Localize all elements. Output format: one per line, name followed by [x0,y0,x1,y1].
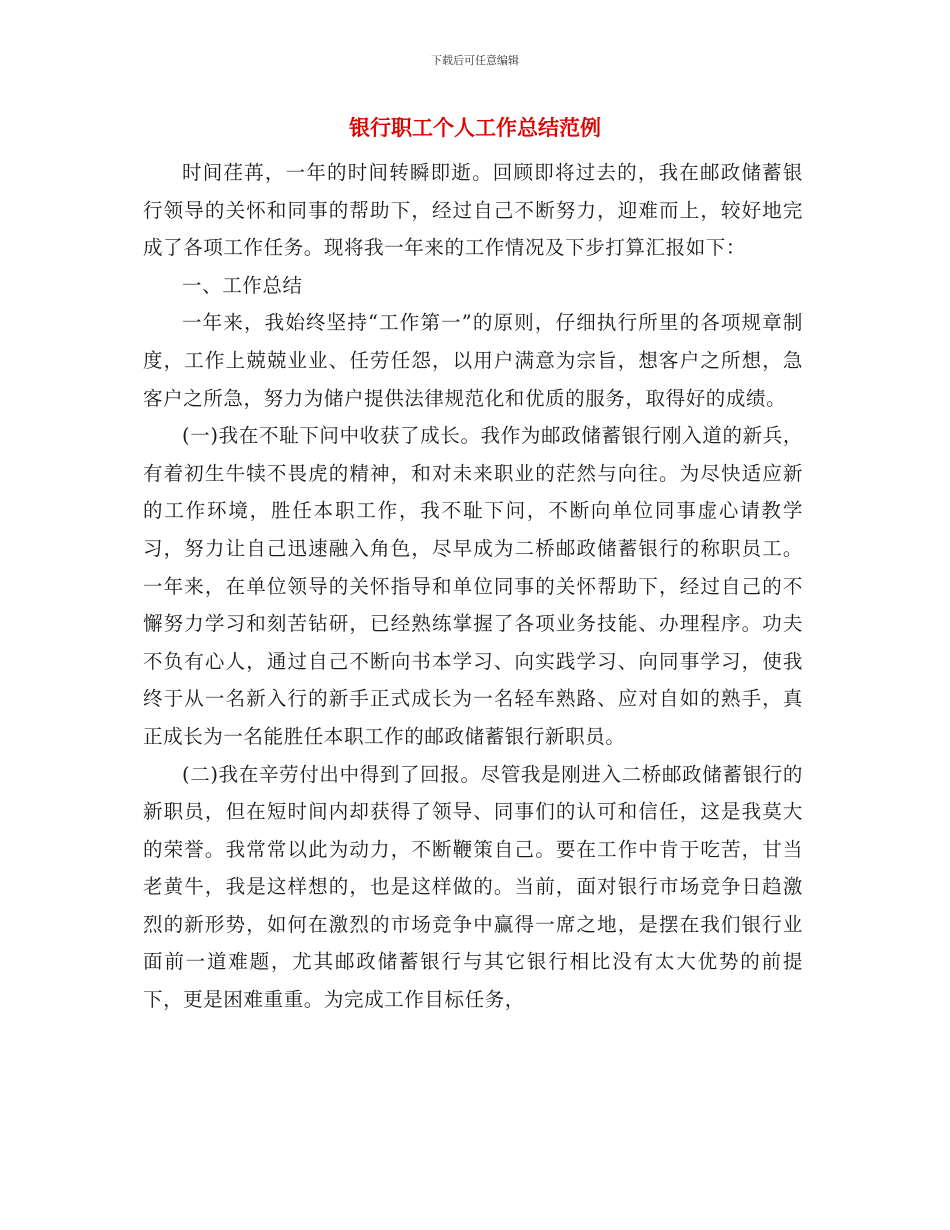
section-heading: 一、工作总结 [182,273,303,297]
paragraph-point-1: (一)我在不耻下问中收获了成长。我作为邮政储蓄银行刚入道的新兵，有着初生牛犊不畏虎的精神，和对未来职业的茫然与向往。为尽快适应新的工作环境，胜任本职工作，我不耻下问，不断向单位同事虚心请教学习，努力让自己迅速融入角色，尽早成为二桥邮政储蓄银行的称职员工。一年来，在单位领导的关怀指导和单位同事的关怀帮助下，经过自己的不懈努力学习和刻苦钻研，已经熟练掌握了各项业务技能、办理程序。功夫不负有心人，通过自己不断向书本学习、向实践学习、向同事学习，使我终于从一名新入行的新手正式成长为一名轻车熟路、应对自如的熟手，真正成长为一名能胜任本职工作的邮政储蓄银行新职员。 [143,424,803,748]
document-body [143,154,803,1019]
header-note: 下载后可任意编辑 [431,54,519,67]
paragraph-intro: 时间荏苒，一年的时间转瞬即逝。回顾即将过去的，我在邮政储蓄银行领导的关怀和同事的帮助下，经过自己不断努力，迎难而上，较好地完成了各项工作任务。现将我一年来的工作情况及下步打算汇报如下： [143,161,803,260]
paragraph-point-2: (二)我在辛劳付出中得到了回报。尽管我是刚进入二桥邮政储蓄银行的新职员，但在短时间内却获得了领导、同事们的认可和信任，这是我莫大的荣誉。我常常以此为动力，不断鞭策自己。要在工作中肯于吃苦，甘当老黄牛，我是这样想的，也是这样做的。当前，面对银行市场竞争日趋激烈的新形势，如何在激烈的市场竞争中赢得一席之地，是摆在我们银行业面前一道难题，尤其邮政储蓄银行与其它银行相比没有太大优势的前提下，更是困难重重。为完成工作目标任务， [143,762,803,1012]
paragraph-summary: 一年来，我始终坚持“工作第一”的原则，仔细执行所里的各项规章制度，工作上兢兢业业、任劳任怨，以用户满意为宗旨，想客户之所想，急客户之所急，努力为储户提供法律规范化和优质的服务，取得好的成绩。 [143,311,803,410]
document-title: 银行职工个人工作总结范例 [349,116,601,140]
